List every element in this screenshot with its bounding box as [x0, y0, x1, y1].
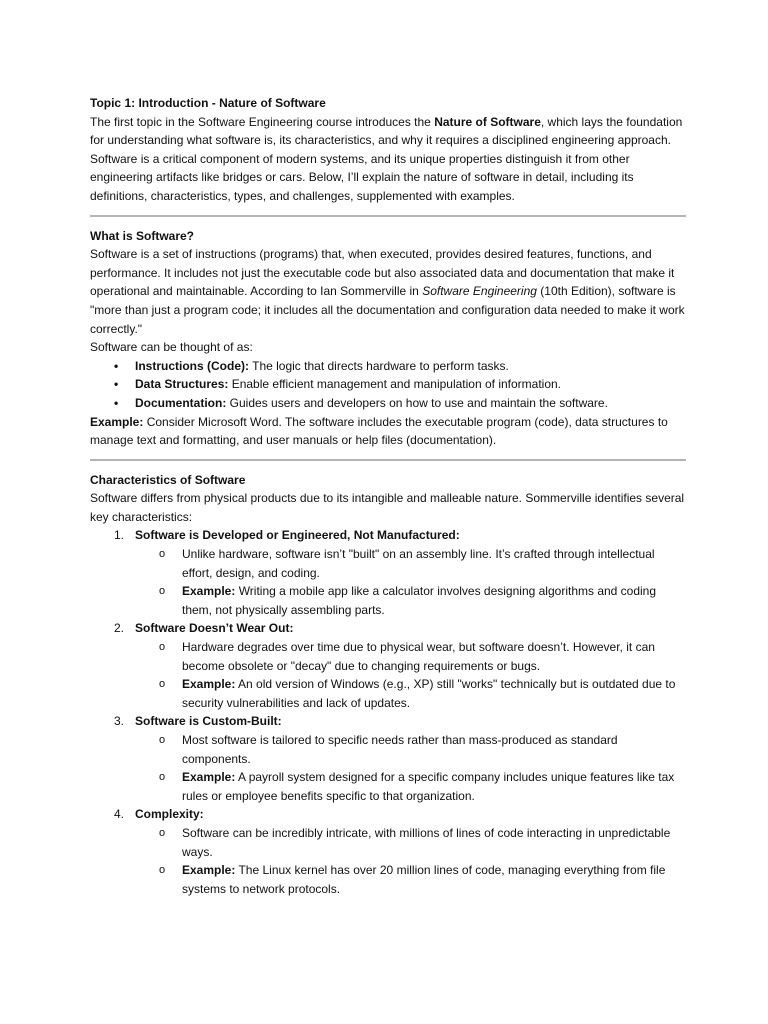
intro-text-b: , which lays the foundation for understanding what software is, its characteristics, and why it requires a disciplined engineering approach. Software is a critical component of modern systems, and its unique properties distinguish it from other engineering artifacts like bridges or cars. Below, I’ll explain the nature of software in detail, including its definitions, characteristics, types, and challenges, supplemented with examples.	[90, 114, 683, 203]
circle-bullet-icon: o	[159, 734, 166, 746]
sub-item	[159, 861, 686, 898]
sub-item	[159, 731, 686, 768]
characteristic-item	[114, 526, 686, 619]
characteristic-item	[114, 712, 686, 805]
circle-bullet-icon: o	[159, 826, 166, 839]
example-text: An old version of Windows (e.g., XP) still "works" technically but is outdated due to security vulnerabilities and lack of updates.	[182, 677, 676, 710]
characteristics-list	[90, 526, 686, 898]
example-text: A payroll system designed for a specific company includes unique features like tax rules or employee benefits specific to that organization.	[182, 770, 675, 803]
intro-bold-term: Nature of Software	[434, 114, 541, 129]
example-text: The Linux kernel has over 20 million lines of code, managing everything from file systems to network protocols.	[182, 863, 666, 896]
circle-bullet-icon: o	[159, 641, 166, 654]
example-text: Consider Microsoft Word. The software includes the executable program (code), data structures to manage text and formatting, and user manuals or help files (documentation).	[90, 414, 668, 448]
sub-item-text: Software can be incredibly intricate, with millions of lines of code interacting in unpredictable ways.	[182, 825, 671, 859]
section-divider	[90, 459, 686, 461]
example-label: Example:	[182, 770, 236, 785]
sub-item-text: Hardware degrades over time due to physical wear, but software doesn’t. However, it can become obsolete or "decay" due to changing requirements or bugs.	[182, 640, 655, 673]
list-item	[114, 357, 686, 376]
intro-text-a: The first topic in the Software Engineering course introduces the	[90, 114, 435, 129]
what-lead-in: Software can be thought of as:	[90, 340, 253, 355]
list-item-text: The logic that directs hardware to perform tasks.	[249, 358, 509, 373]
example-text: Writing a mobile app like a calculator involves designing algorithms and coding them, not physically assembling parts.	[182, 584, 657, 617]
sub-list	[135, 638, 686, 712]
list-item	[114, 394, 686, 413]
software-parts-list	[90, 357, 686, 413]
example-label: Example:	[182, 863, 236, 878]
sub-item-text: Most software is tailored to specific needs rather than mass-produced as standard components.	[182, 733, 618, 766]
list-item-text: Guides users and developers on how to use and maintain the software.	[226, 395, 608, 410]
what-text-b: (10th Edition), software is "more than just a program code; it includes all the documentation and configuration data needed to make it work correctly."	[90, 284, 685, 336]
example-label: Example:	[182, 584, 236, 599]
item-number: 3.	[114, 714, 125, 729]
circle-bullet-icon: o	[159, 771, 166, 784]
example-label: Example:	[90, 414, 144, 429]
what-example	[90, 413, 686, 450]
characteristic-item	[114, 619, 686, 712]
characteristic-item	[114, 805, 686, 898]
sub-item	[159, 638, 686, 675]
item-number: 4.	[114, 807, 125, 822]
list-item-term: Documentation:	[135, 395, 227, 410]
book-title: Software Engineering	[422, 284, 537, 299]
characteristics-heading: Characteristics of Software	[90, 472, 246, 487]
sub-item	[159, 824, 686, 861]
circle-bullet-icon: o	[159, 548, 166, 561]
intro-heading: Topic 1: Introduction - Nature of Software	[90, 96, 326, 110]
sub-item	[159, 768, 686, 805]
sub-list	[135, 731, 686, 805]
intro-paragraph	[90, 113, 686, 206]
sub-item	[159, 545, 686, 582]
what-paragraph	[90, 245, 686, 338]
sub-list	[135, 545, 686, 619]
item-title: Complexity:	[135, 807, 204, 822]
example-label: Example:	[182, 677, 236, 692]
item-title: Software is Developed or Engineered, Not Manufactured:	[135, 528, 460, 543]
section-divider	[90, 215, 686, 217]
list-item-text: Enable efficient management and manipulation of information.	[228, 377, 562, 392]
what-text-a: Software is a set of instructions (programs) that, when executed, provides desired features, functions, and performance. It includes not just the executable code but also associated data and documentation that make it operational and maintainable. According to Ian Sommerville in	[90, 247, 675, 299]
what-heading: What is Software?	[90, 228, 195, 243]
list-item-term: Data Structures:	[135, 377, 229, 392]
characteristics-intro: Software differs from physical products due to its intangible and malleable nature. Sommerville identifies several key characteristics:	[90, 491, 685, 524]
sub-item	[159, 582, 686, 619]
list-item	[114, 375, 686, 394]
item-title: Software is Custom-Built:	[135, 714, 282, 729]
list-item-term: Instructions (Code):	[135, 358, 249, 373]
circle-bullet-icon: o	[159, 585, 166, 598]
item-title: Software Doesn’t Wear Out:	[135, 621, 294, 636]
sub-item-text: Unlike hardware, software isn’t "built" on an assembly line. It’s crafted through intellectual effort, design, and coding.	[182, 547, 655, 580]
sub-item	[159, 675, 686, 712]
circle-bullet-icon: o	[159, 678, 166, 691]
circle-bullet-icon: o	[159, 864, 166, 877]
item-number: 2.	[114, 621, 125, 636]
item-number: 1.	[114, 528, 125, 543]
sub-list	[135, 824, 686, 898]
